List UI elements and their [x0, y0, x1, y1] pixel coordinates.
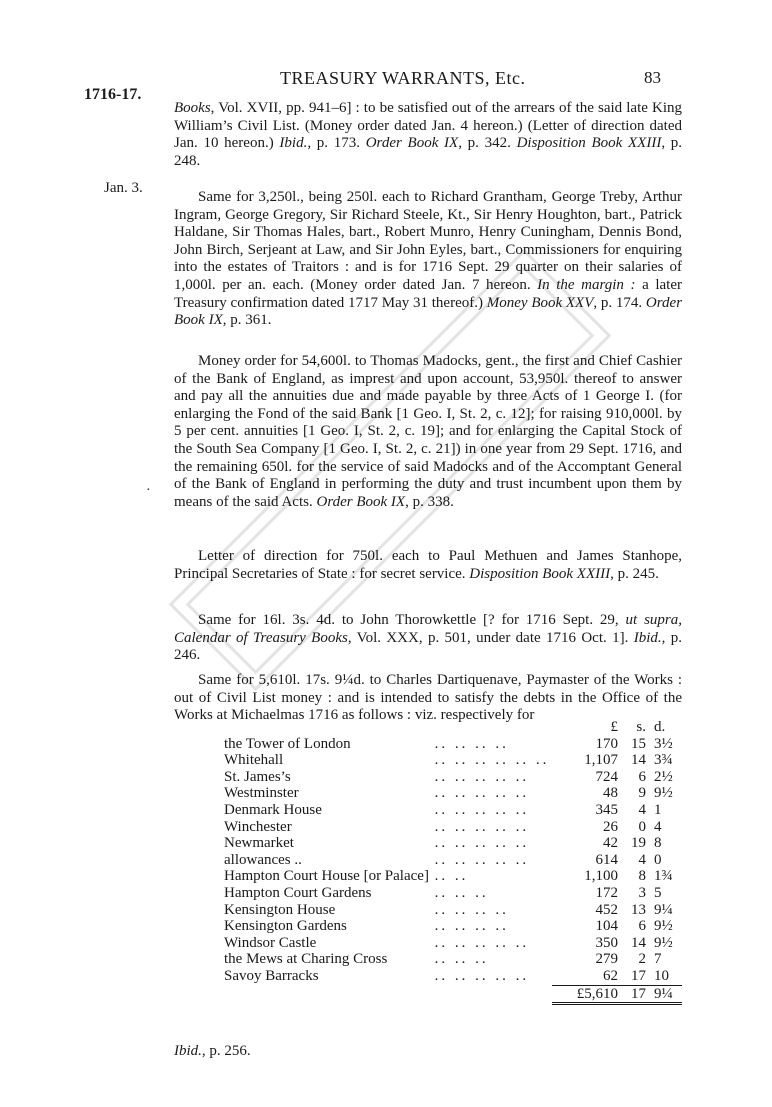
header-pence: d. [654, 719, 666, 735]
entry-madocks: Money order for 54,600l. to Thomas Madocks, gent., the first and Chief Cashier of the Bank of England, as imprest and upon account, 53,950l. thereof to answer and pay all the annuities due and made payable by three Acts of 1 George I. (for enlarging the Fond of the said Bank [1 Geo. I, St. 2, c. 12]; for raising 910,000l. by 5 per cent. annuities [1 Geo. I, St. 2, c. 19]; and for enlarging the Capital Stock of the South Sea Company [1 Geo. I, St. 2, c. 21]) in one year from 29 Sept. 1716, and the remaining 650l. for the service of said Madocks and of the Accomptant General of the Bank of England in performing the duty and trust incumbent upon them by means of the said Acts. Order Book IX, p. 338. [174, 353, 682, 510]
row-shillings: 9 [638, 785, 646, 802]
row-pence: 8 [654, 835, 662, 852]
row-pounds: 104 [595, 918, 618, 935]
row-shillings: 4 [638, 851, 646, 868]
row-place: Kensington House [224, 901, 336, 918]
row-place: allowances .. [224, 851, 302, 868]
entry-commissioners: Same for 3,250l., being 250l. each to Richard Grantham, George Treby, Arthur Ingram, George Gregory, Sir Richard Steele, Kt., Sir Henry Houghton, bart., Patrick Haldane, Sir Thomas Hales, bart., Robert Munro, Henry Cuningham, Dennis Bond, John Birch, Serjeant at Law, and Sir John Eyles, bart., Commissioners for enquiring into the estates of Traitors : and is for 1716 Sept. 29 quarter on their salaries of 1,000l. per an. each. (Money order dated Jan. 7 hereon. In the margin : a later Treasury confirmation dated 1717 May 31 thereof.) Money Book XXV, p. 174. Order Book IX, p. 361. [174, 189, 683, 329]
row-pence: 2½ [654, 768, 673, 785]
row-place: St. James’s [224, 768, 291, 785]
row-shillings: 2 [638, 951, 646, 968]
works-accounts-table [174, 719, 682, 1005]
margin-note: In the margin : [537, 276, 636, 293]
entry-continuation: Books, Vol. XVII, pp. 941–6] : to be satisfied out of the arrears of the said late King William’s Civil List. (Money order dated Jan. 4 hereon.) (Letter of direction dated Jan. 10 hereon.) Ibid., p. 173. Order Book IX, p. 342. Disposition Book XXIII, p. 248. [174, 100, 683, 169]
margin-year: 1716-17. [84, 86, 142, 103]
row-place: the Mews at Charing Cross [224, 951, 388, 968]
row-pence: 9¼ [654, 901, 673, 918]
row-place: Westminster [224, 785, 299, 802]
row-pounds: 350 [595, 934, 618, 951]
row-shillings: 3 [638, 884, 646, 901]
row-pounds: 614 [595, 851, 618, 868]
table-row [174, 968, 682, 985]
table-header-row [174, 719, 682, 736]
row-pounds: 26 [603, 818, 618, 835]
row-leader-dots: .. .. .. [434, 884, 489, 901]
row-pounds: 345 [595, 801, 618, 818]
margin-dot: · [146, 483, 151, 498]
row-place: the Tower of London [224, 735, 351, 752]
table-row [174, 951, 682, 968]
row-leader-dots: .. .. [434, 868, 469, 885]
row-leader-dots: .. .. .. .. .. [434, 934, 530, 951]
table-row [174, 868, 682, 885]
row-pence: 7 [654, 951, 662, 968]
table-row [174, 802, 682, 819]
row-place: Denmark House [224, 801, 322, 818]
header-pounds: £ [610, 719, 618, 735]
margin-date: Jan. 3. [104, 180, 143, 196]
row-leader-dots: .. .. .. .. .. [434, 785, 530, 802]
entry-secret-service: Letter of direction for 750l. each to Paul Methuen and James Stanhope, Principal Secretaries of State : for secret service. Disposition Book XXIII, p. 245. [174, 548, 682, 582]
row-shillings: 17 [631, 967, 646, 984]
row-leader-dots: .. .. .. .. .. [434, 801, 530, 818]
entry-works-ref: Ibid., p. 256. [174, 1043, 251, 1059]
row-pence: 4 [654, 818, 662, 835]
row-pence: 9½ [654, 785, 673, 802]
row-shillings: 6 [638, 918, 646, 935]
table-row [174, 852, 682, 869]
row-pence: 3½ [654, 735, 673, 752]
ibid-ref: Ibid. [174, 1043, 202, 1059]
header-shillings: s. [636, 719, 646, 735]
table-row [174, 902, 682, 919]
row-pence: 9½ [654, 934, 673, 951]
ref-italic: Books [174, 100, 211, 116]
row-place: Hampton Court Gardens [224, 884, 372, 901]
row-pounds: 172 [595, 884, 618, 901]
row-leader-dots: .. .. .. .. .. [434, 818, 530, 835]
row-pence: 10 [654, 967, 669, 984]
row-leader-dots: .. .. .. .. [434, 901, 509, 918]
table-row [174, 918, 682, 935]
row-shillings: 4 [638, 801, 646, 818]
table-row [174, 736, 682, 753]
entry-works: Same for 5,610l. 17s. 9¼d. to Charles Dartiquenave, Paymaster of the Works : out of Civil List money : and is intended to satisfy the debts in the Office of the Works at Michaelmas 1716 as follows : viz. respectively for [174, 672, 682, 724]
table-row [174, 752, 682, 769]
row-shillings: 6 [638, 768, 646, 785]
total-pounds: £5,610 [552, 985, 618, 1004]
ibid-ref: Ibid. [279, 135, 308, 152]
row-shillings: 8 [638, 868, 646, 885]
row-pence: 1 [654, 801, 662, 818]
row-pence: 9½ [654, 918, 673, 935]
disposition-book-ref: Disposition Book XXIII [469, 565, 611, 582]
total-shillings: 17 [618, 985, 646, 1004]
entry-thorowkettle: Same for 16l. 3s. 4d. to John Thorowkettle [? for 1716 Sept. 29, ut supra, Calendar of Treasury Books, Vol. XXX, p. 501, under date 1716 Oct. 1]. Ibid., p. 246. [174, 612, 682, 664]
ibid-ref: Ibid. [633, 629, 662, 646]
row-pounds: 1,100 [584, 868, 618, 885]
row-pounds: 170 [595, 735, 618, 752]
row-leader-dots: .. .. .. .. .. [434, 768, 530, 785]
row-place: Kensington Gardens [224, 918, 347, 935]
table-row [174, 885, 682, 902]
row-shillings: 0 [638, 818, 646, 835]
row-pence: 3¾ [654, 752, 673, 769]
row-pounds: 279 [595, 951, 618, 968]
row-place: Winchester [224, 818, 292, 835]
row-shillings: 14 [631, 934, 646, 951]
row-pounds: 48 [603, 785, 618, 802]
row-pounds: 42 [603, 835, 618, 852]
page-header [0, 62, 772, 103]
table-row [174, 835, 682, 852]
running-title: TREASURY WARRANTS, Etc. [280, 68, 526, 88]
row-shillings: 15 [631, 735, 646, 752]
money-book-ref: Money Book XXV [486, 294, 594, 311]
row-leader-dots: .. .. .. .. .. .. [434, 752, 550, 769]
row-leader-dots: .. .. .. .. .. [434, 835, 530, 852]
order-book-ref: Order Book IX [316, 493, 406, 510]
works-rows [174, 736, 682, 985]
total-pence: 9¼ [646, 985, 682, 1004]
table-row [174, 785, 682, 802]
row-shillings: 13 [631, 901, 646, 918]
row-pence: 5 [654, 884, 662, 901]
row-shillings: 19 [631, 835, 646, 852]
row-leader-dots: .. .. .. .. [434, 918, 509, 935]
calendar-ref: ut supra, Calendar of Treasury Books [174, 612, 682, 646]
page-number: 83 [644, 68, 661, 87]
row-place: Newmarket [224, 835, 294, 852]
row-place: Hampton Court House [or Palace] [224, 868, 429, 885]
row-pounds: 62 [603, 967, 618, 984]
row-leader-dots: .. .. .. .. [434, 735, 509, 752]
table-total-row [174, 985, 682, 1004]
row-pence: 0 [654, 851, 662, 868]
row-place: Windsor Castle [224, 934, 317, 951]
table-row [174, 769, 682, 786]
row-shillings: 14 [631, 752, 646, 769]
order-book-ref: Order Book IX [174, 294, 683, 329]
row-pounds: 452 [595, 901, 618, 918]
row-leader-dots: .. .. .. .. .. [434, 851, 530, 868]
row-place: Whitehall [224, 752, 284, 769]
row-pounds: 724 [595, 768, 618, 785]
row-leader-dots: .. .. .. [434, 951, 489, 968]
order-book-ref: Order Book IX [365, 135, 459, 152]
row-pence: 1¾ [654, 868, 673, 885]
row-leader-dots: .. .. .. .. .. [434, 968, 530, 985]
row-place: Savoy Barracks [224, 968, 319, 985]
table-row [174, 935, 682, 952]
table-row [174, 819, 682, 836]
disposition-book-ref: Disposition Book XXIII [516, 135, 662, 152]
row-pounds: 1,107 [584, 752, 618, 769]
